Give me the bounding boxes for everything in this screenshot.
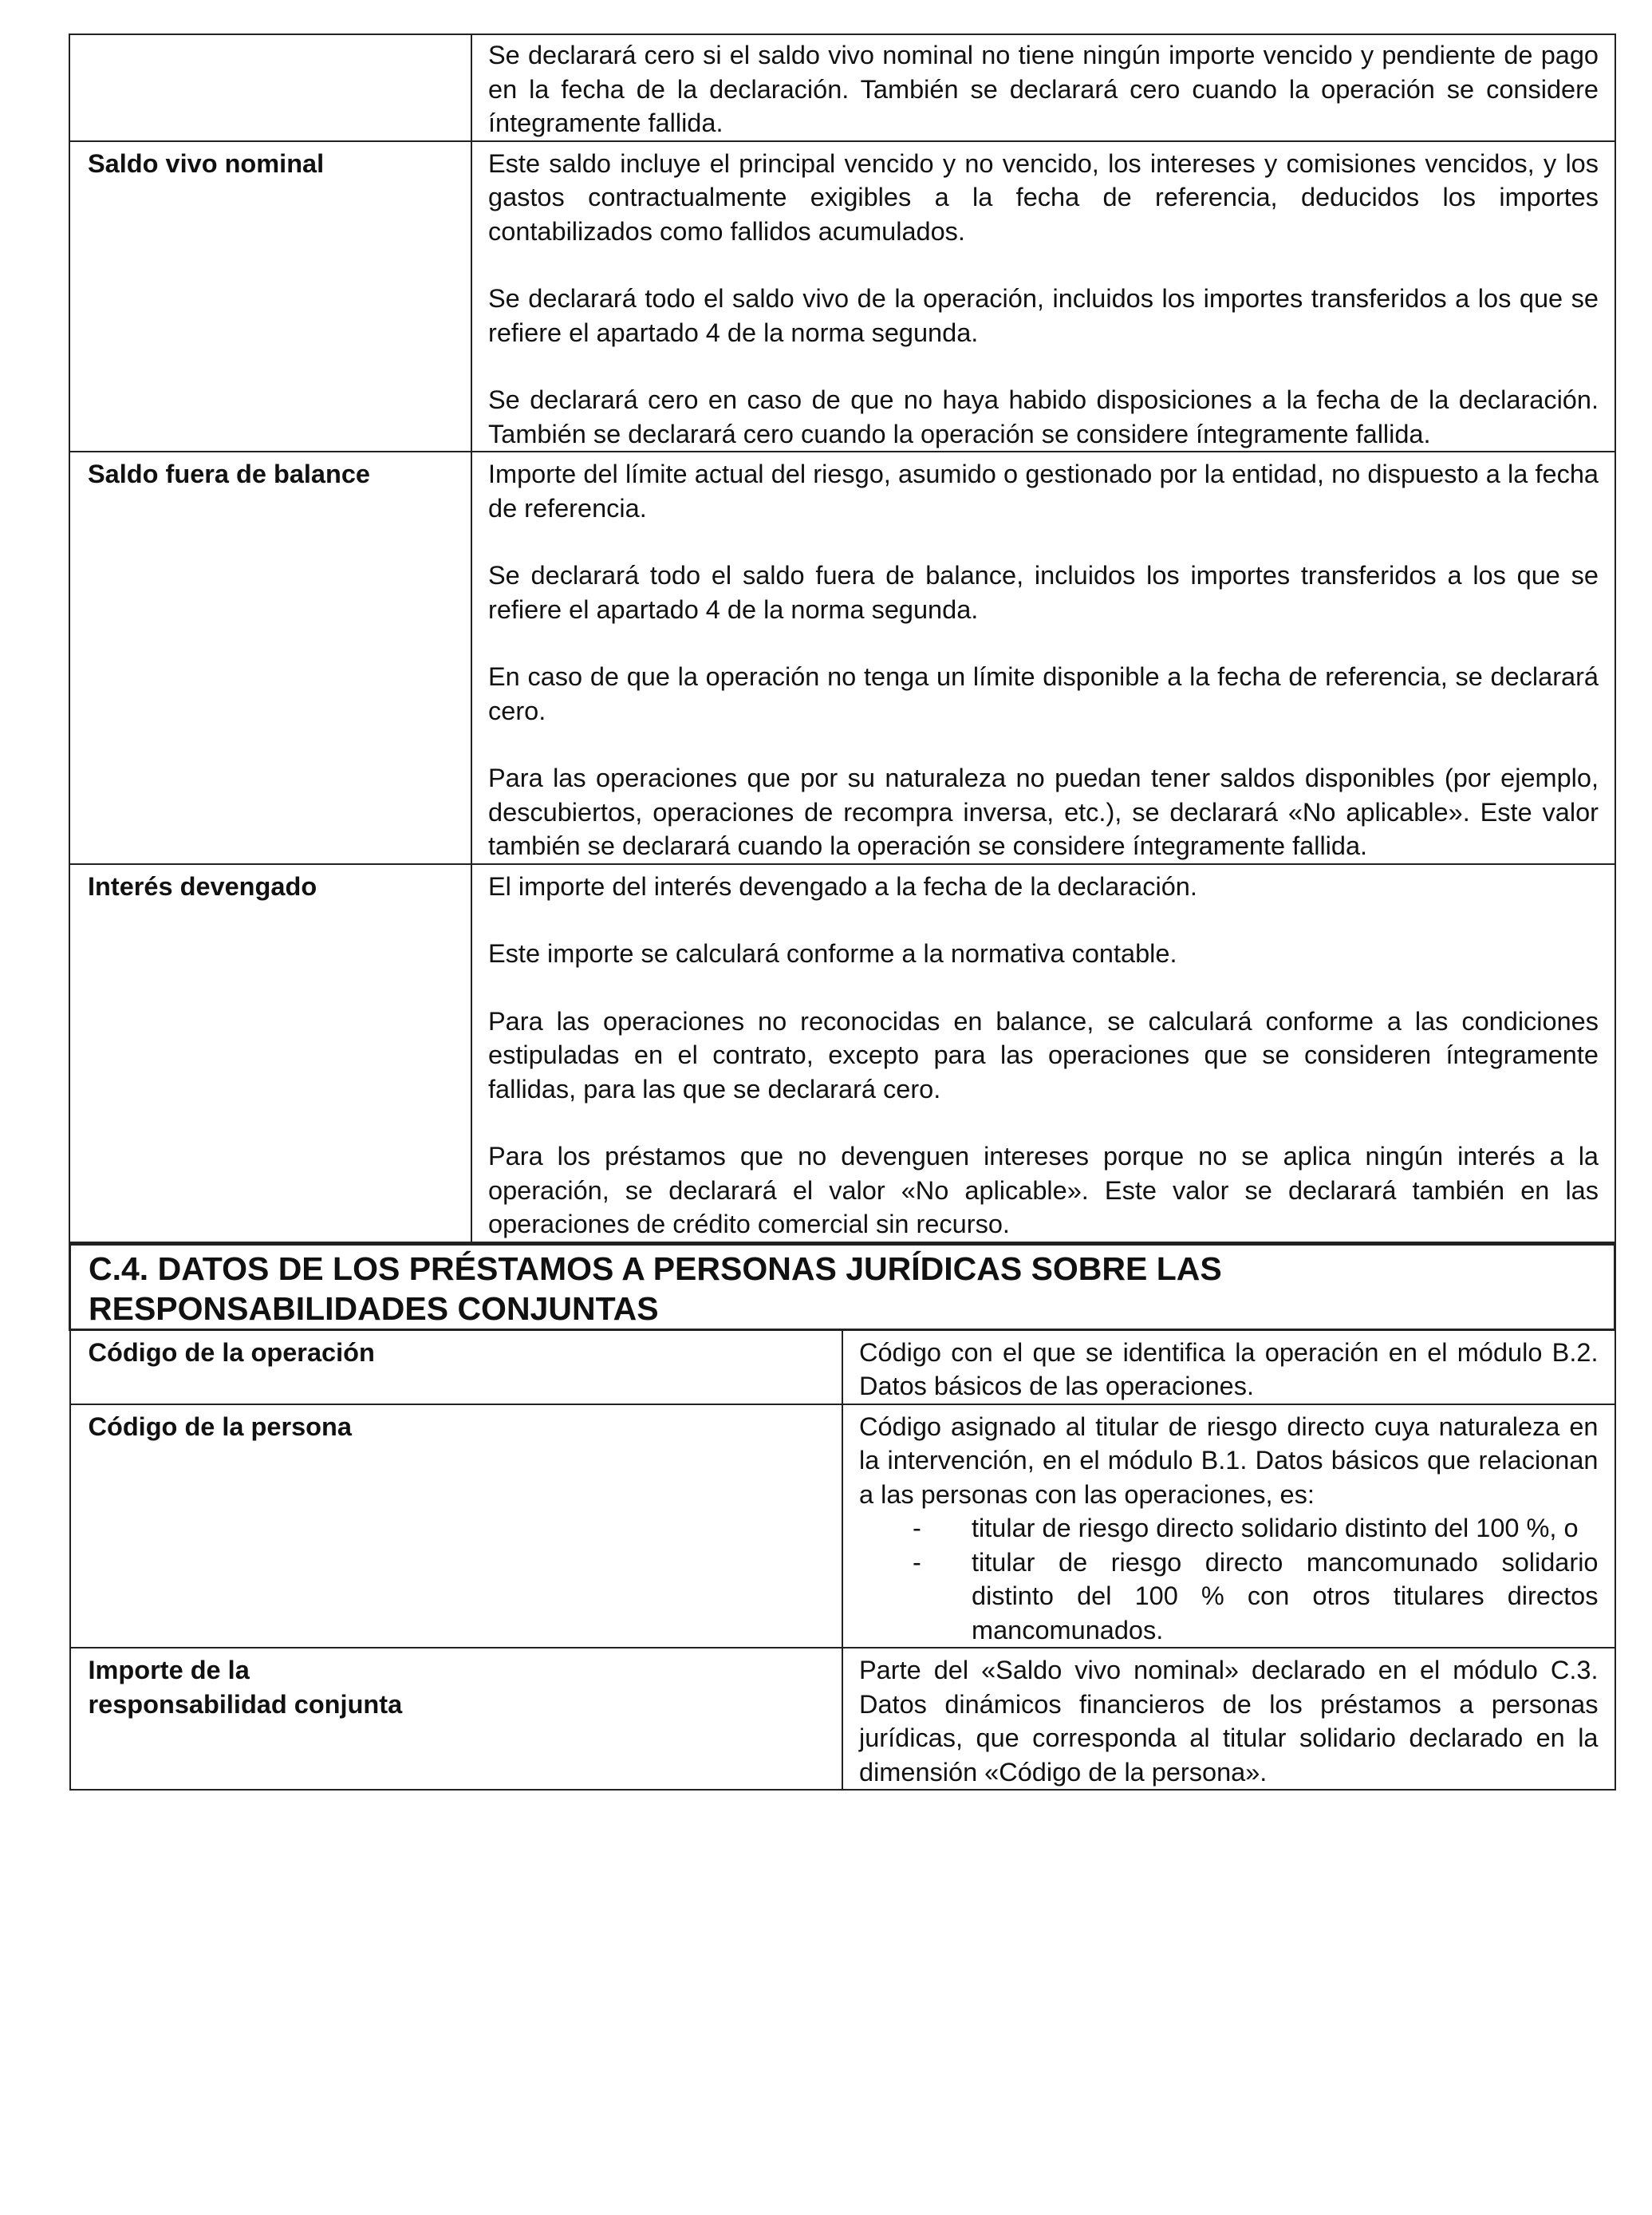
row-label-codigo-persona: Código de la persona bbox=[70, 1404, 843, 1648]
row-label-saldo-vivo-nominal: Saldo vivo nominal bbox=[69, 141, 471, 452]
definitions-table bbox=[69, 34, 1616, 1243]
section-header-row bbox=[70, 1244, 1615, 1329]
table-row bbox=[70, 1648, 1615, 1790]
label-line: Importe de la bbox=[88, 1656, 250, 1684]
paragraph: Este saldo incluye el principal vencido y no vencido, los intereses y comisiones vencidos, y los gastos contractualmente exigibles a la fecha de referencia, deducidos los importes contabilizados como fallidos acumulados. bbox=[488, 148, 1599, 246]
section-title bbox=[70, 1244, 1615, 1329]
table-row bbox=[70, 1329, 1615, 1404]
paragraph: Para las operaciones que por su naturaleza no puedan tener saldos disponibles (por ejemplo, descubiertos, operaciones de recompra inversa, etc.), se declarará «No aplicable». Este valor también se declarará cuando la operación se considere íntegramente fallida. bbox=[488, 764, 1599, 860]
list-item-text: titular de riesgo directo solidario distinto del 100 %, o bbox=[972, 1514, 1579, 1542]
bullet-dash: - bbox=[913, 1547, 921, 1577]
row-description bbox=[471, 141, 1615, 452]
row-label bbox=[69, 34, 471, 141]
row-label-importe-responsabilidad bbox=[70, 1648, 843, 1790]
row-label-codigo-operacion: Código de la operación bbox=[70, 1329, 843, 1404]
paragraph: Se declarará cero en caso de que no haya habido disposiciones a la fecha de la declaración. También se declarará cero cuando la operación se considere íntegramente fallida. bbox=[488, 385, 1599, 448]
table-row bbox=[70, 1404, 1615, 1648]
paragraph: Código asignado al titular de riesgo directo cuya naturaleza en la intervención, en el módulo B.1. Datos básicos que relacionan a las personas con las operaciones, es: bbox=[859, 1412, 1599, 1509]
list-item bbox=[859, 1511, 1599, 1546]
list-item bbox=[859, 1546, 1599, 1648]
paragraph: Importe del límite actual del riesgo, asumido o gestionado por la entidad, no dispuesto a la fecha de referencia. bbox=[488, 460, 1599, 523]
row-description bbox=[471, 452, 1615, 864]
row-description: Código con el que se identifica la operación en el módulo B.2. Datos básicos de las operaciones. bbox=[842, 1329, 1615, 1404]
paragraph: En caso de que la operación no tenga un límite disponible a la fecha de referencia, se declarará cero. bbox=[488, 662, 1599, 725]
table-row bbox=[69, 452, 1615, 864]
paragraph: Se declarará todo el saldo vivo de la operación, incluidos los importes transferidos a los que se refiere el apartado 4 de la norma segunda. bbox=[488, 284, 1599, 347]
paragraph: Para las operaciones no reconocidas en balance, se calculará conforme a las condiciones estipuladas en el contrato, excepto para las operaciones que se consideren íntegramente fallidas, para las que se declarará cero. bbox=[488, 1006, 1599, 1104]
paragraph: Se declarará todo el saldo fuera de balance, incluidos los importes transferidos a los que se refiere el apartado 4 de la norma segunda. bbox=[488, 561, 1599, 624]
list-item-text: titular de riesgo directo mancomunado solidario distinto del 100 % con otros titulares directos mancomunados. bbox=[972, 1547, 1599, 1644]
section-title-line: RESPONSABILIDADES CONJUNTAS bbox=[89, 1289, 659, 1327]
table-row bbox=[69, 34, 1615, 141]
section-c4-table bbox=[69, 1243, 1616, 1791]
document-page bbox=[69, 34, 1616, 1791]
row-description bbox=[471, 34, 1615, 141]
row-description: Parte del «Saldo vivo nominal» declarado en el módulo C.3. Datos dinámicos financieros de los préstamos a personas jurídicas, que corresponda al titular solidario declarado en la dimensión «Código de la persona». bbox=[842, 1648, 1615, 1790]
table-row bbox=[69, 864, 1615, 1242]
bullet-dash: - bbox=[913, 1514, 921, 1542]
table-row bbox=[69, 141, 1615, 452]
section-title-line: C.4. DATOS DE LOS PRÉSTAMOS A PERSONAS JURÍDICAS SOBRE LAS bbox=[89, 1250, 1222, 1287]
row-label-interes-devengado: Interés devengado bbox=[69, 864, 471, 1242]
paragraph: El importe del interés devengado a la fecha de la declaración. bbox=[488, 871, 1197, 901]
bullet-list bbox=[859, 1511, 1599, 1647]
label-line: responsabilidad conjunta bbox=[88, 1689, 403, 1719]
row-description bbox=[471, 864, 1615, 1242]
paragraph: Se declarará cero si el saldo vivo nominal no tiene ningún importe vencido y pendiente de pago en la fecha de la declaración. También se declarará cero cuando la operación se considere íntegramente fallida. bbox=[488, 41, 1599, 137]
paragraph: Para los préstamos que no devenguen intereses porque no se aplica ningún interés a la operación, se declarará el valor «No aplicable». Este valor se declarará también en las operaciones de crédito comercial sin recurso. bbox=[488, 1142, 1599, 1238]
row-description bbox=[842, 1404, 1615, 1648]
paragraph: Este importe se calculará conforme a la normativa contable. bbox=[488, 939, 1177, 968]
row-label-saldo-fuera-de-balance: Saldo fuera de balance bbox=[69, 452, 471, 864]
